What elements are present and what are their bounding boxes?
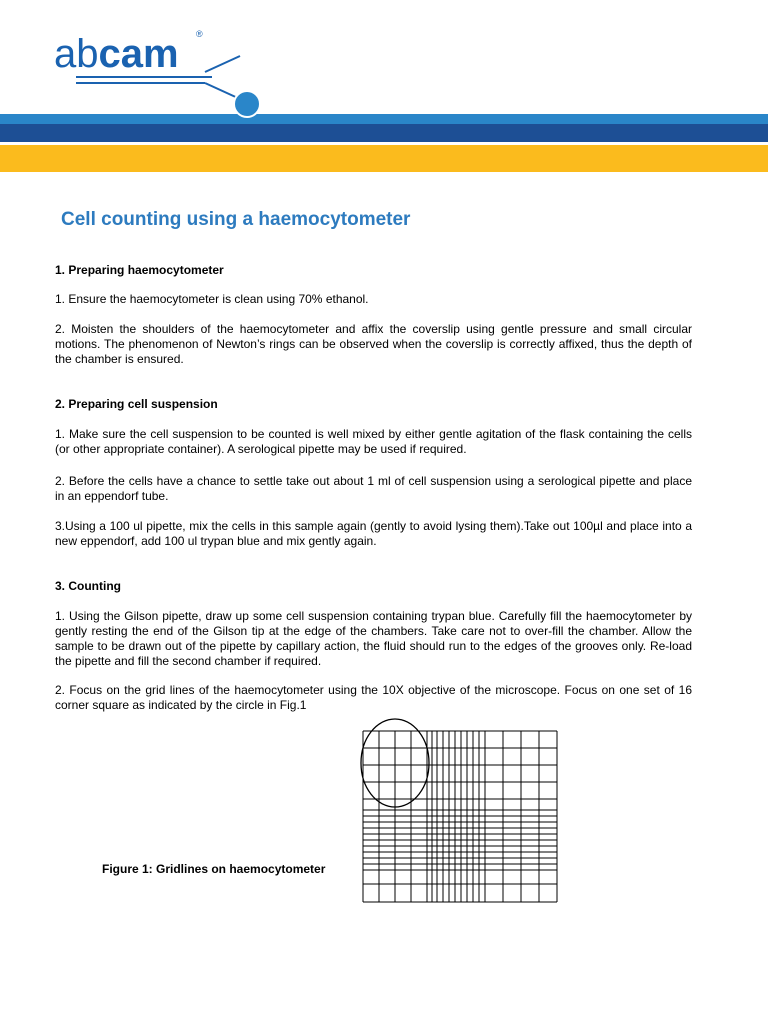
paragraph: 2. Before the cells have a chance to settle take out about 1 ml of cell suspension using a serological pipette and place in an eppendorf tube. — [55, 474, 692, 503]
section-heading: 1. Preparing haemocytometer — [55, 263, 224, 277]
section-heading: 3. Counting — [55, 579, 121, 593]
paragraph: 1. Make sure the cell suspension to be counted is well mixed by either gentle agitation of the flask containing the cells (or other appropriate container). A serological pipette may be used if required. — [55, 427, 692, 456]
paragraph: 3.Using a 100 ul pipette, mix the cells in this sample again (gently to avoid lysing them).Take out 100µl and place into a new eppendorf, add 100 ul trypan blue and mix gently again. — [55, 519, 692, 548]
header-band-gold — [0, 145, 768, 172]
abcam-logo: abcam ® — [54, 29, 203, 76]
page-header — [0, 0, 768, 175]
paragraph: 1. Using the Gilson pipette, draw up some cell suspension containing trypan blue. Carefully fill the haemocytometer by gently resting the end of the Gilson tip at the edge of the chambers. Take care not to over-fill the chamber. Allow the sample to be drawn out of the pipette by capillary action, the fluid should run to the edges of the grooves only. Re-load the pipette and fill the second chamber if required. — [55, 609, 692, 668]
haemocytometer-grid-figure — [355, 715, 565, 910]
page-title: Cell counting using a haemocytometer — [61, 209, 411, 230]
figure-caption: Figure 1: Gridlines on haemocytometer — [102, 862, 326, 876]
paragraph: 2. Focus on the grid lines of the haemocytometer using the 10X objective of the microscope. Focus on one set of 16 corner square as indicated by the circle in Fig.1 — [55, 683, 692, 712]
paragraph: 1. Ensure the haemocytometer is clean using 70% ethanol. — [55, 292, 369, 306]
section-heading: 2. Preparing cell suspension — [55, 397, 218, 411]
paragraph: 2. Moisten the shoulders of the haemocytometer and affix the coverslip using gentle pressure and small circular motions. The phenomenon of Newton’s rings can be observed when the coverslip is correctly affixed, thus the depth of the chamber is ensured. — [55, 322, 692, 366]
